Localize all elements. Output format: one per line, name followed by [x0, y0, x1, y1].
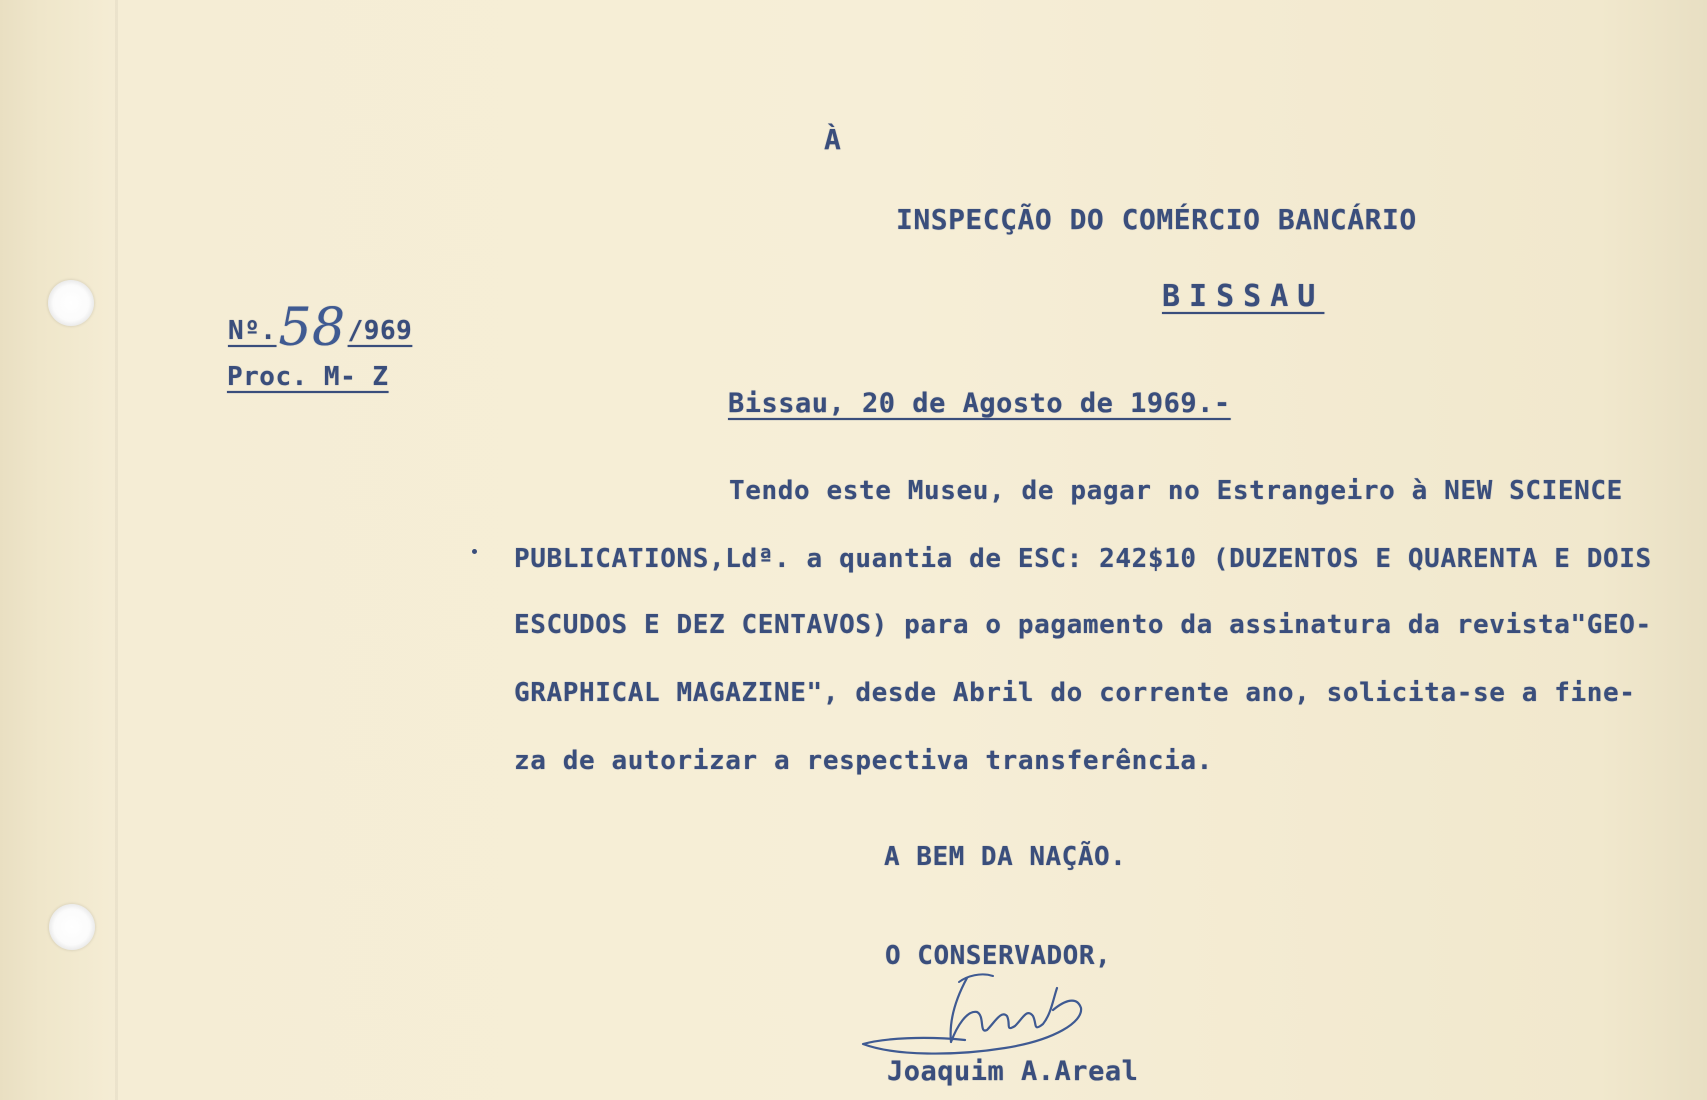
- reference-number-prefix: Nº.: [228, 316, 277, 346]
- reference-number-handwritten: 58: [278, 298, 346, 358]
- body-line: GRAPHICAL MAGAZINE", desde Abril do corrente ano, solicita-se a fine-: [514, 678, 1636, 708]
- reference-process: Proc. M- Z: [227, 362, 389, 392]
- signatory-name: Joaquim A.Areal: [887, 1056, 1139, 1087]
- body-line: Tendo este Museu, de pagar no Estrangeiro à NEW SCIENCE: [729, 476, 1623, 506]
- reference-number-year: /969: [347, 316, 413, 346]
- addressee: INSPECÇÃO DO COMÉRCIO BANCÁRIO: [896, 203, 1417, 236]
- date-line: Bissau, 20 de Agosto de 1969.-: [728, 388, 1231, 419]
- body-line: ESCUDOS E DEZ CENTAVOS) para o pagamento da assinatura da revista"GEO-: [514, 610, 1652, 640]
- punch-hole-top: [48, 280, 94, 326]
- body-line: za de autorizar a respectiva transferência.: [514, 746, 1213, 776]
- closing-formula: A BEM DA NAÇÃO.: [884, 842, 1127, 872]
- punch-hole-bottom: [49, 904, 95, 950]
- handwritten-signature: [855, 960, 1135, 1060]
- salutation: À: [824, 123, 842, 156]
- body-line: PUBLICATIONS,Ldª. a quantia de ESC: 242$10 (DUZENTOS E QUARENTA E DOIS: [514, 544, 1652, 574]
- reference-number: [228, 296, 413, 358]
- margin-dot: [472, 549, 477, 554]
- paper-fold: [115, 0, 118, 1100]
- addressee-city: BISSAU: [1162, 279, 1325, 314]
- signatory-title: O CONSERVADOR,: [885, 941, 1112, 971]
